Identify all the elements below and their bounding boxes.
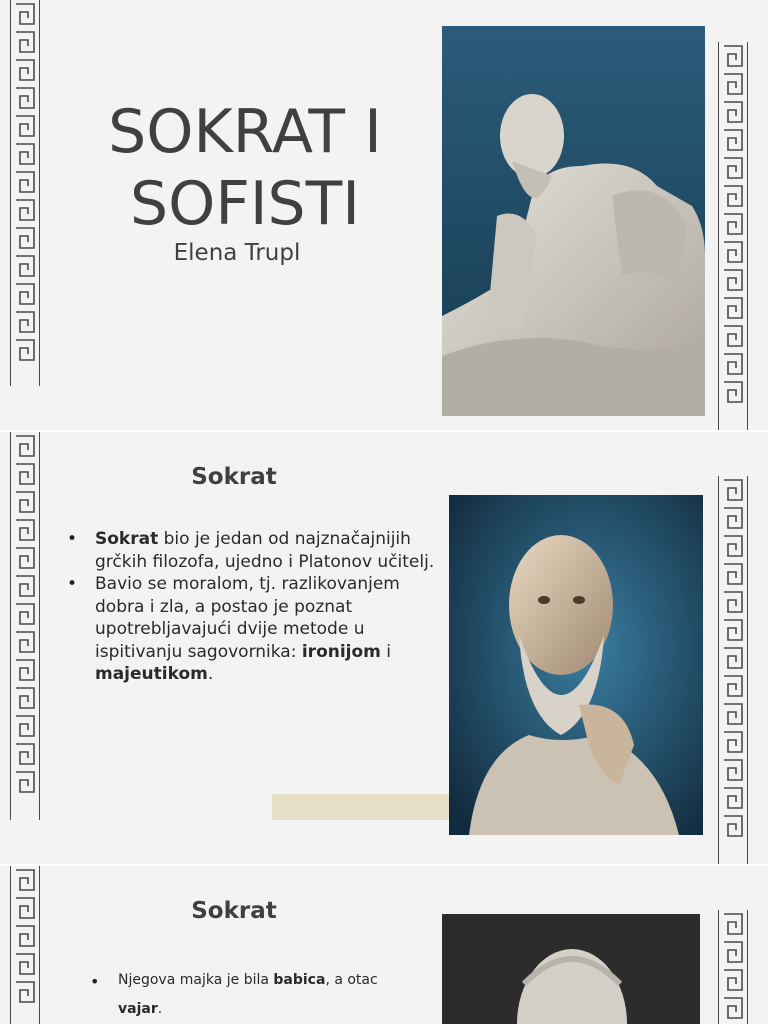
greek-key-motif: [16, 340, 34, 360]
greek-key-motif: [16, 898, 34, 918]
greek-key-motif: [724, 536, 742, 556]
presentation-title: SOKRAT I SOFISTI: [108, 97, 382, 239]
bullet-item: • Sokrat bio je jedan od najznačajnijih grčkih filozofa, ujedno i Platonov učitelj.: [67, 528, 447, 573]
greek-key-motif: [724, 998, 742, 1018]
greek-key-motif: [724, 46, 742, 66]
greek-key-border-right: [716, 910, 750, 1024]
greek-key-motif: [724, 480, 742, 500]
title-slide[interactable]: [0, 0, 768, 430]
greek-key-motif: [724, 130, 742, 150]
greek-key-motif: [16, 88, 34, 108]
greek-key-motif: [16, 632, 34, 652]
bullet-item: • Bavio se moralom, tj. razlikovanjem dobra i zla, a postao je poznat upotrebljavajući dvije metode u ispitivanju sagovornika: ironijom i majeutikom.: [67, 573, 447, 686]
greek-key-motif: [724, 508, 742, 528]
greek-key-motif: [16, 576, 34, 596]
greek-key-motif: [16, 688, 34, 708]
greek-key-motif: [16, 436, 34, 456]
greek-key-motif: [724, 942, 742, 962]
greek-key-motif: [724, 732, 742, 752]
slide-heading: Sokrat: [191, 464, 277, 490]
greek-key-border-left: [8, 866, 42, 1024]
socrates-bust-image: [449, 495, 703, 835]
greek-key-motif: [724, 676, 742, 696]
greek-key-motif: [724, 648, 742, 668]
bullet-list: [67, 528, 447, 686]
slide-heading: Sokrat: [191, 898, 277, 924]
greek-key-motif: [724, 704, 742, 724]
greek-key-motif: [16, 772, 34, 792]
greek-key-motif: [724, 214, 742, 234]
greek-key-motif: [16, 660, 34, 680]
greek-key-motif: [16, 172, 34, 192]
sokrat-slide-1[interactable]: [0, 432, 768, 864]
greek-key-motif: [724, 816, 742, 836]
greek-key-motif: [16, 926, 34, 946]
greek-key-motif: [16, 548, 34, 568]
greek-key-motif: [16, 200, 34, 220]
greek-key-motif: [724, 354, 742, 374]
greek-key-motif: [724, 102, 742, 122]
greek-key-motif: [16, 520, 34, 540]
bullet-list: [90, 966, 410, 1024]
greek-key-motif: [16, 256, 34, 276]
socrates-statue-image: [442, 26, 705, 416]
greek-key-motif: [16, 982, 34, 1002]
greek-key-motif: [16, 60, 34, 80]
greek-key-motif: [16, 32, 34, 52]
accent-bar: [272, 794, 450, 820]
greek-key-motif: [724, 382, 742, 402]
greek-key-motif: [724, 914, 742, 934]
greek-key-border-right: [716, 42, 750, 430]
greek-key-border-left: [8, 432, 42, 820]
greek-key-motif: [16, 464, 34, 484]
greek-key-motif: [16, 604, 34, 624]
greek-key-motif: [16, 870, 34, 890]
greek-key-motif: [724, 186, 742, 206]
author-name: Elena Trupl: [173, 240, 301, 266]
greek-key-motif: [724, 270, 742, 290]
greek-key-motif: [16, 312, 34, 332]
greek-key-motif: [16, 744, 34, 764]
greek-key-motif: [724, 592, 742, 612]
greek-key-motif: [724, 74, 742, 94]
bullet-item: • Njegova majka je bila babica, a otac vajar.: [90, 966, 410, 1024]
greek-key-border-right: [716, 476, 750, 864]
greek-key-motif: [16, 228, 34, 248]
greek-key-motif: [16, 954, 34, 974]
greek-key-motif: [16, 492, 34, 512]
greek-key-motif: [16, 284, 34, 304]
greek-key-motif: [16, 716, 34, 736]
greek-key-motif: [16, 116, 34, 136]
greek-key-border-left: [8, 0, 42, 386]
greek-key-motif: [724, 620, 742, 640]
greek-key-motif: [16, 144, 34, 164]
socrates-dark-bust-image: [442, 914, 700, 1024]
greek-key-motif: [724, 158, 742, 178]
greek-key-motif: [724, 788, 742, 808]
greek-key-motif: [724, 970, 742, 990]
greek-key-motif: [724, 760, 742, 780]
sokrat-slide-2[interactable]: [0, 866, 768, 1024]
greek-key-motif: [724, 564, 742, 584]
greek-key-motif: [16, 4, 34, 24]
greek-key-motif: [724, 298, 742, 318]
greek-key-motif: [724, 242, 742, 262]
greek-key-motif: [724, 326, 742, 346]
